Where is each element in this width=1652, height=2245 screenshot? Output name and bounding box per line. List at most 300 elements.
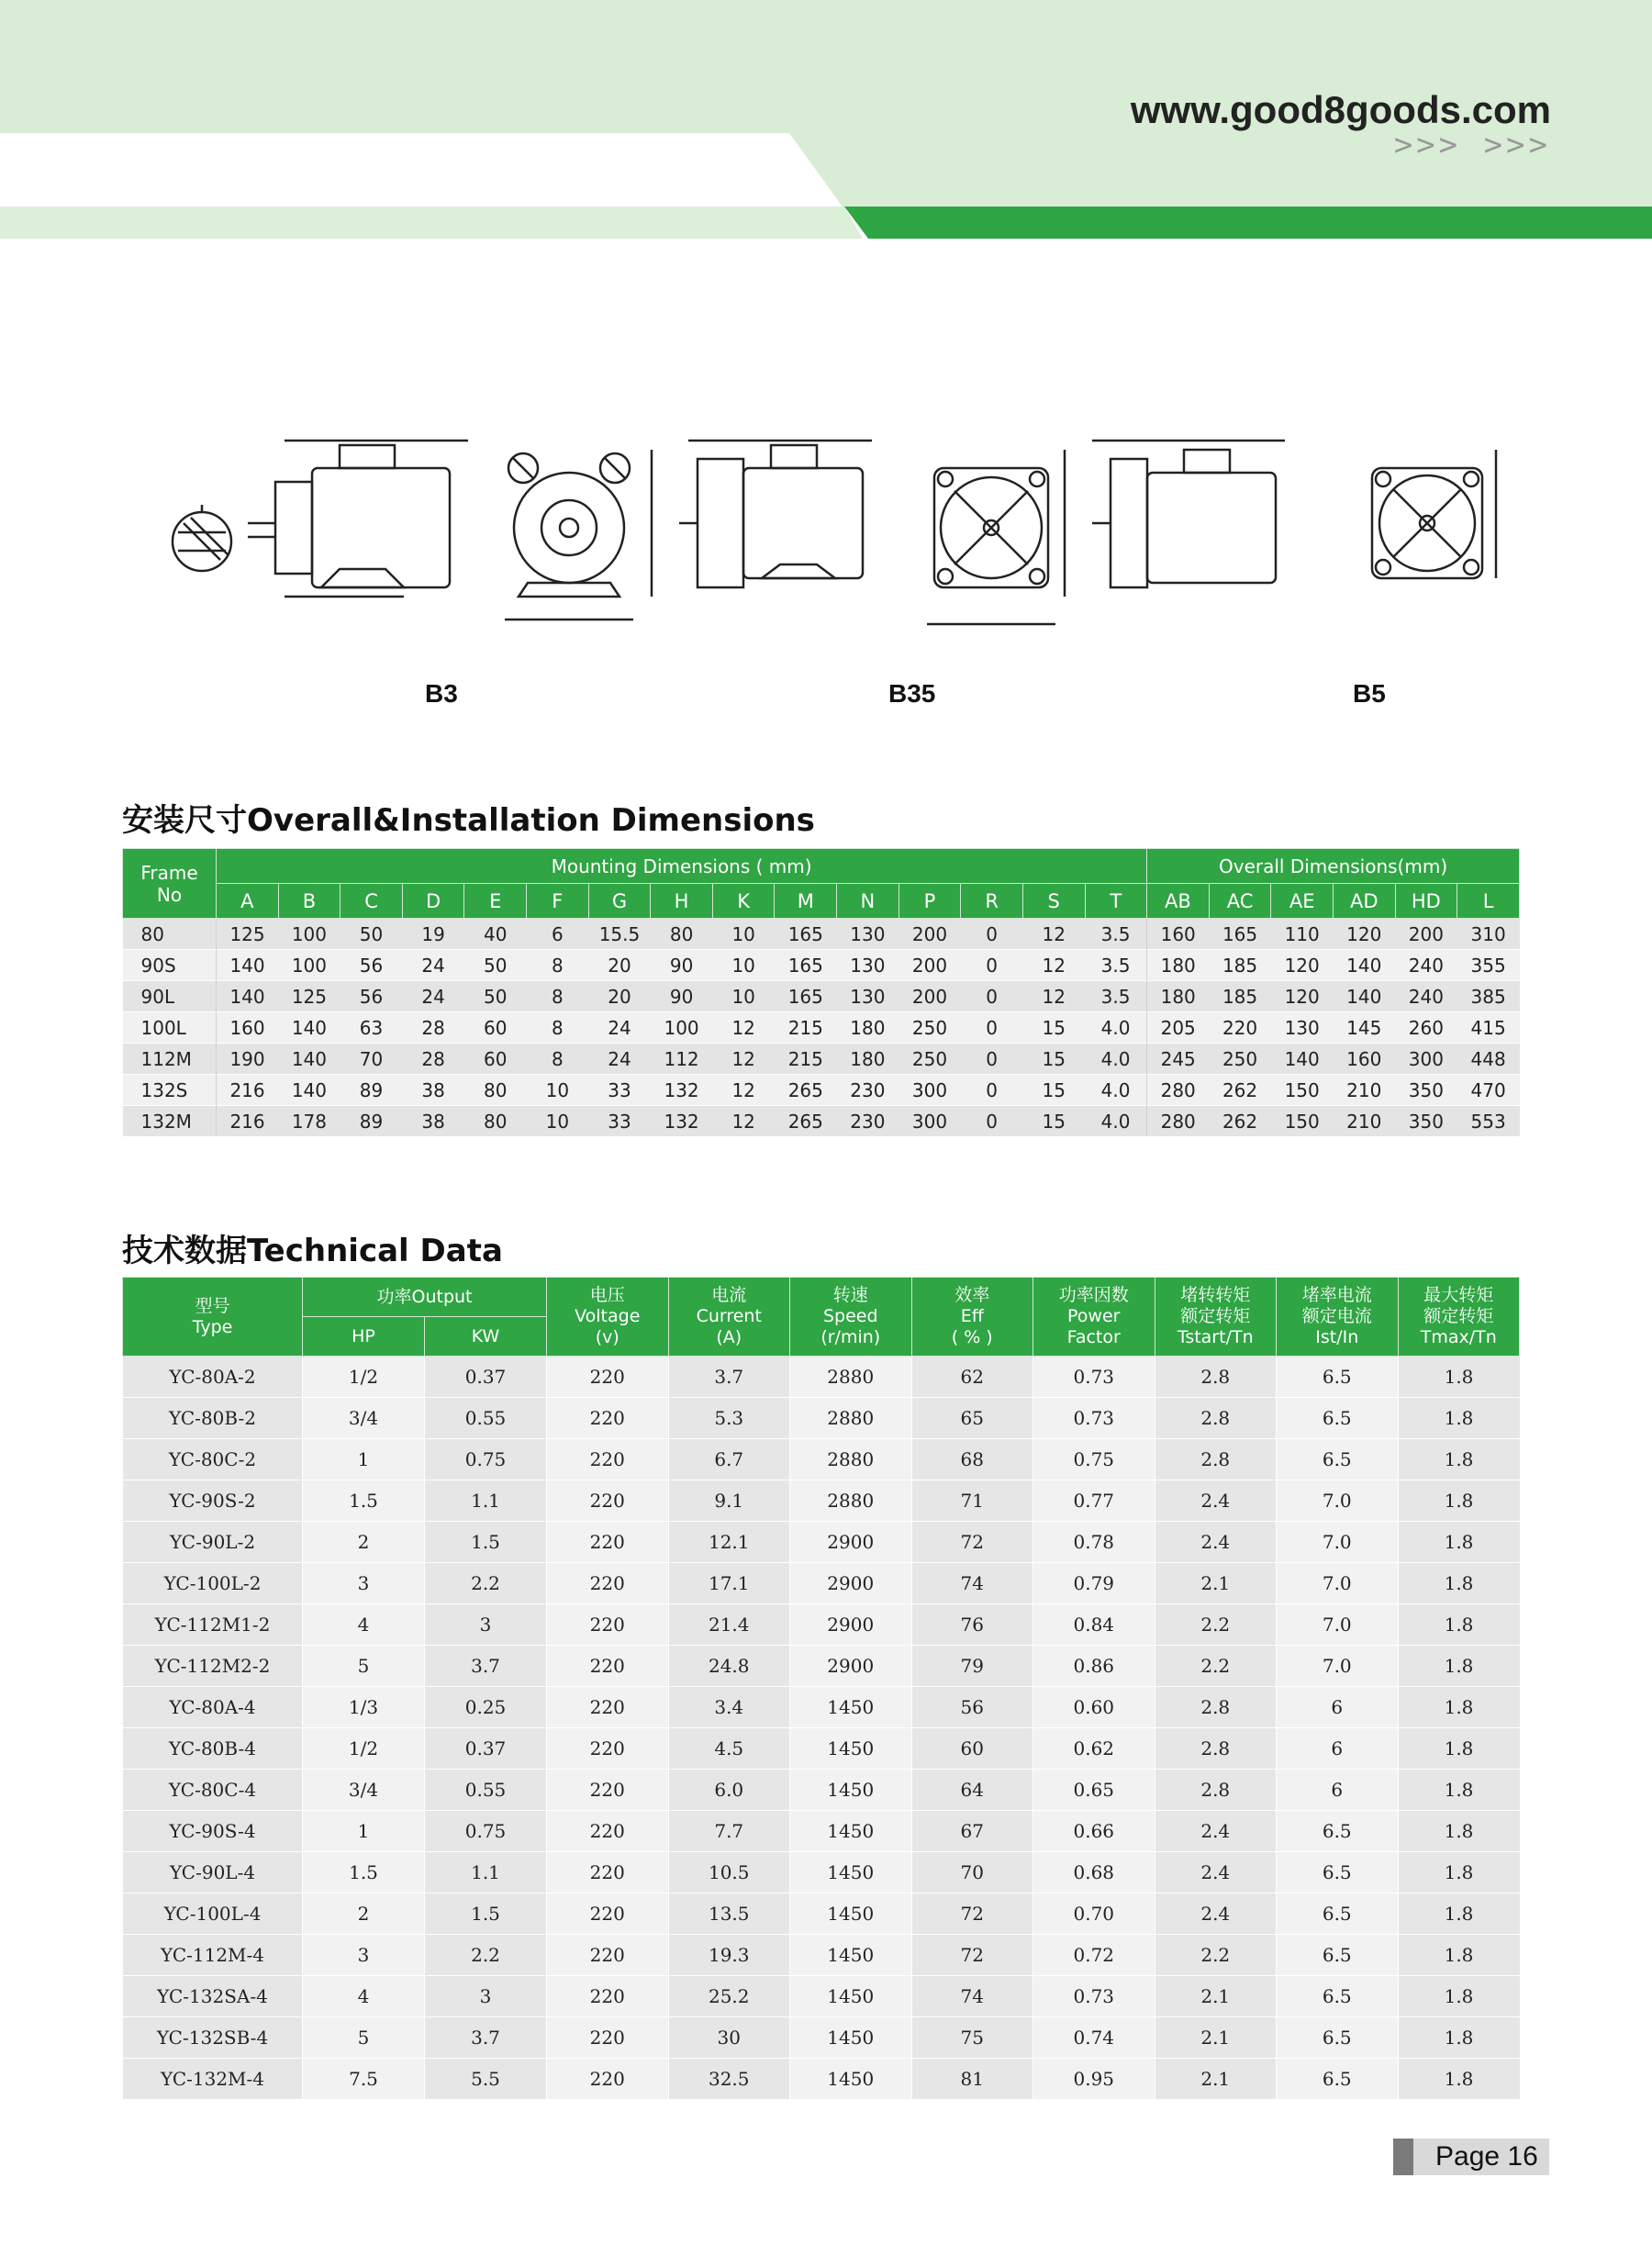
table-cell: 1450 xyxy=(790,2017,912,2059)
table-cell: 15 xyxy=(1022,1012,1085,1044)
table-cell: 2.8 xyxy=(1155,1439,1277,1480)
table-cell: 1.5 xyxy=(425,1893,547,1935)
table-cell: 0 xyxy=(961,919,1023,950)
table-cell: 50 xyxy=(464,981,527,1012)
type-cell: YC-112M-4 xyxy=(123,1935,303,1976)
table-cell: 20 xyxy=(588,950,651,981)
type-cell: YC-80C-2 xyxy=(123,1439,303,1480)
table-cell: 200 xyxy=(899,981,961,1012)
table-cell: 220 xyxy=(1209,1012,1271,1044)
frame-no-cell: 132S xyxy=(123,1075,217,1106)
b3-front-view xyxy=(505,450,652,620)
table-cell: 2880 xyxy=(790,1439,912,1480)
table-cell: 355 xyxy=(1457,950,1520,981)
dimensions-title: 安装尺寸Overall&Installation Dimensions xyxy=(122,802,815,839)
table-cell: 0 xyxy=(961,1012,1023,1044)
table-cell: 2.2 xyxy=(1155,1646,1277,1687)
type-cell: YC-90L-4 xyxy=(123,1852,303,1893)
table-cell: 470 xyxy=(1457,1075,1520,1106)
table-cell: 220 xyxy=(547,1604,669,1646)
dimension-column-header: K xyxy=(712,884,775,919)
table-cell: 12 xyxy=(712,1012,775,1044)
b35-front-view xyxy=(927,450,1065,624)
table-cell: 40 xyxy=(464,919,527,950)
dimension-column-header: L xyxy=(1457,884,1520,919)
table-cell: 350 xyxy=(1395,1106,1457,1137)
table-cell: 130 xyxy=(837,919,899,950)
dimension-column-header: AC xyxy=(1209,884,1271,919)
table-cell: 220 xyxy=(547,1398,669,1439)
table-row xyxy=(123,1106,1520,1137)
b3-side-view xyxy=(248,441,468,597)
table-cell: 0.86 xyxy=(1033,1646,1155,1687)
table-cell: 448 xyxy=(1457,1044,1520,1075)
table-cell: 0 xyxy=(961,950,1023,981)
kw-header: KW xyxy=(425,1317,547,1357)
table-cell: 220 xyxy=(547,1522,669,1563)
table-cell: 2.8 xyxy=(1155,1770,1277,1811)
table-cell: 140 xyxy=(278,1075,340,1106)
table-cell: 6.5 xyxy=(1277,1357,1399,1398)
table-cell: 0.74 xyxy=(1033,2017,1155,2059)
table-cell: 6.5 xyxy=(1277,1976,1399,2017)
table-cell: 1.8 xyxy=(1398,1770,1520,1811)
table-cell: 0 xyxy=(961,1044,1023,1075)
type-header-cn: 型号 xyxy=(195,1295,230,1316)
table-cell: 0 xyxy=(961,1106,1023,1137)
table-cell: 220 xyxy=(547,1480,669,1522)
table-cell: 180 xyxy=(837,1044,899,1075)
table-cell: 62 xyxy=(911,1357,1033,1398)
table-cell: 12 xyxy=(712,1106,775,1137)
table-cell: 7.0 xyxy=(1277,1480,1399,1522)
header-line: 功率因数 xyxy=(1058,1285,1129,1305)
table-cell: 4.0 xyxy=(1085,1012,1147,1044)
table-cell: 65 xyxy=(911,1398,1033,1439)
tmax-header xyxy=(1398,1278,1520,1357)
table-cell: 3 xyxy=(425,1604,547,1646)
table-cell: 1.8 xyxy=(1398,1480,1520,1522)
table-cell: 1450 xyxy=(790,2059,912,2100)
table-cell: 0.73 xyxy=(1033,1398,1155,1439)
table-row xyxy=(123,1728,1520,1770)
header-line: Ist/In xyxy=(1315,1327,1359,1347)
table-row xyxy=(123,919,1520,950)
table-cell: 12.1 xyxy=(668,1522,790,1563)
page-number-label: Page 16 xyxy=(1435,2141,1538,2172)
table-cell: 200 xyxy=(1395,919,1457,950)
header-line: 额定电流 xyxy=(1301,1306,1372,1326)
table-cell: 4.0 xyxy=(1085,1044,1147,1075)
table-cell: 350 xyxy=(1395,1075,1457,1106)
table-cell: 220 xyxy=(547,1852,669,1893)
table-cell: 3/4 xyxy=(303,1770,425,1811)
table-cell: 132 xyxy=(651,1075,713,1106)
table-cell: 28 xyxy=(402,1044,464,1075)
table-cell: 2.4 xyxy=(1155,1480,1277,1522)
table-cell: 220 xyxy=(547,1687,669,1728)
table-cell: 1.1 xyxy=(425,1852,547,1893)
table-cell: 0 xyxy=(961,1075,1023,1106)
table-cell: 6.5 xyxy=(1277,1935,1399,1976)
table-cell: 6.5 xyxy=(1277,1893,1399,1935)
table-cell: 165 xyxy=(775,919,837,950)
type-cell: YC-100L-4 xyxy=(123,1893,303,1935)
table-cell: 1450 xyxy=(790,1728,912,1770)
dimension-column-header: AD xyxy=(1333,884,1395,919)
table-cell: 0.55 xyxy=(425,1770,547,1811)
table-cell: 60 xyxy=(464,1044,527,1075)
decorative-arrows: >>> >>> xyxy=(1393,127,1551,163)
technical-title: 技术数据Technical Data xyxy=(122,1233,503,1269)
table-cell: 120 xyxy=(1333,919,1395,950)
table-cell: 3.5 xyxy=(1085,919,1147,950)
table-cell: 2.2 xyxy=(425,1935,547,1976)
table-cell: 4 xyxy=(303,1976,425,2017)
table-cell: 3.7 xyxy=(668,1357,790,1398)
table-cell: 80 xyxy=(651,919,713,950)
table-cell: 1.8 xyxy=(1398,2017,1520,2059)
header-line: Power xyxy=(1067,1306,1121,1326)
table-cell: 125 xyxy=(217,919,279,950)
header-line: 额定转矩 xyxy=(1423,1306,1494,1326)
table-cell: 280 xyxy=(1147,1106,1210,1137)
table-cell: 178 xyxy=(278,1106,340,1137)
dimension-column-header: G xyxy=(588,884,651,919)
table-cell: 1450 xyxy=(790,1893,912,1935)
header-line: Tstart/Tn xyxy=(1177,1327,1254,1347)
table-row xyxy=(123,1646,1520,1687)
table-cell: 300 xyxy=(899,1075,961,1106)
dimension-column-header: HD xyxy=(1395,884,1457,919)
table-row xyxy=(123,1687,1520,1728)
type-cell: YC-90S-4 xyxy=(123,1811,303,1852)
table-cell: 7.7 xyxy=(668,1811,790,1852)
table-cell: 1 xyxy=(303,1439,425,1480)
frame-no-cell: 112M xyxy=(123,1044,217,1075)
table-cell: 2.8 xyxy=(1155,1357,1277,1398)
table-row xyxy=(123,1852,1520,1893)
table-cell: 1.5 xyxy=(425,1522,547,1563)
table-cell: 28 xyxy=(402,1012,464,1044)
table-cell: 72 xyxy=(911,1893,1033,1935)
table-cell: 19 xyxy=(402,919,464,950)
frame-header-line2: No xyxy=(156,883,183,906)
table-cell: 1450 xyxy=(790,1935,912,1976)
table-cell: 50 xyxy=(340,919,403,950)
table-cell: 150 xyxy=(1271,1075,1334,1106)
table-cell: 12 xyxy=(1022,950,1085,981)
table-row xyxy=(123,1398,1520,1439)
table-cell: 15 xyxy=(1022,1075,1085,1106)
table-cell: 220 xyxy=(547,1646,669,1687)
header-line: (A) xyxy=(716,1327,742,1347)
dimension-column-header: R xyxy=(961,884,1023,919)
table-cell: 240 xyxy=(1395,981,1457,1012)
type-cell: YC-132M-4 xyxy=(123,2059,303,2100)
table-cell: 160 xyxy=(217,1012,279,1044)
table-cell: 20 xyxy=(588,981,651,1012)
table-cell: 60 xyxy=(464,1012,527,1044)
header-line: Current xyxy=(696,1306,762,1326)
table-cell: 140 xyxy=(1333,950,1395,981)
table-cell: 2.1 xyxy=(1155,2059,1277,2100)
dimension-column-header: C xyxy=(340,884,403,919)
speed-header xyxy=(790,1278,912,1357)
header-line: (r/min) xyxy=(820,1327,881,1347)
table-cell: 132 xyxy=(651,1106,713,1137)
table-cell: 0.73 xyxy=(1033,1976,1155,2017)
type-cell: YC-112M2-2 xyxy=(123,1646,303,1687)
table-cell: 190 xyxy=(217,1044,279,1075)
table-cell: 0.95 xyxy=(1033,2059,1155,2100)
table-cell: 2.8 xyxy=(1155,1728,1277,1770)
table-cell: 3.4 xyxy=(668,1687,790,1728)
header-line: 堵转转矩 xyxy=(1180,1285,1251,1305)
technical-table xyxy=(122,1277,1520,2100)
table-row xyxy=(123,1012,1520,1044)
table-cell: 1.8 xyxy=(1398,1604,1520,1646)
table-cell: 2.1 xyxy=(1155,1976,1277,2017)
table-cell: 250 xyxy=(1209,1044,1271,1075)
table-cell: 2.8 xyxy=(1155,1687,1277,1728)
table-cell: 220 xyxy=(547,1811,669,1852)
table-cell: 220 xyxy=(547,2059,669,2100)
table-cell: 2880 xyxy=(790,1398,912,1439)
table-cell: 24 xyxy=(402,950,464,981)
dimension-column-header: AB xyxy=(1147,884,1210,919)
table-cell: 220 xyxy=(547,1563,669,1604)
table-cell: 80 xyxy=(464,1075,527,1106)
table-cell: 24 xyxy=(588,1012,651,1044)
dimension-column-header: F xyxy=(527,884,589,919)
table-cell: 6.5 xyxy=(1277,1811,1399,1852)
table-cell: 89 xyxy=(340,1075,403,1106)
hp-header: HP xyxy=(303,1317,425,1357)
header-line: ( % ) xyxy=(951,1327,993,1347)
table-cell: 180 xyxy=(1147,950,1210,981)
figure-label-b35: B35 xyxy=(888,679,936,708)
mounting-dimensions-header: Mounting Dimensions ( mm) xyxy=(217,849,1147,884)
motor-diagrams xyxy=(138,395,1533,725)
table-cell: 220 xyxy=(547,1976,669,2017)
table-cell: 15.5 xyxy=(588,919,651,950)
table-cell: 0.73 xyxy=(1033,1357,1155,1398)
table-cell: 1.8 xyxy=(1398,1439,1520,1480)
table-row xyxy=(123,1770,1520,1811)
table-cell: 74 xyxy=(911,1976,1033,2017)
page-number-marker xyxy=(1393,2139,1413,2175)
table-row xyxy=(123,2017,1520,2059)
table-cell: 220 xyxy=(547,1728,669,1770)
dimensions-table xyxy=(122,848,1520,1136)
table-cell: 1.8 xyxy=(1398,1893,1520,1935)
figure-label-b3: B3 xyxy=(425,679,458,708)
table-cell: 180 xyxy=(837,1012,899,1044)
table-cell: 33 xyxy=(588,1106,651,1137)
table-cell: 1.8 xyxy=(1398,1811,1520,1852)
frame-header-line1: Frame xyxy=(140,861,198,884)
table-cell: 0.66 xyxy=(1033,1811,1155,1852)
table-cell: 3.5 xyxy=(1085,981,1147,1012)
dimension-column-header: S xyxy=(1022,884,1085,919)
table-cell: 1.5 xyxy=(303,1852,425,1893)
table-cell: 215 xyxy=(775,1044,837,1075)
table-cell: 38 xyxy=(402,1075,464,1106)
table-cell: 1.8 xyxy=(1398,1398,1520,1439)
table-row xyxy=(123,981,1520,1012)
table-cell: 2.2 xyxy=(1155,1935,1277,1976)
efficiency-header xyxy=(911,1278,1033,1357)
dimension-column-header: P xyxy=(899,884,961,919)
table-cell: 6.0 xyxy=(668,1770,790,1811)
page-number xyxy=(1393,2139,1549,2175)
frame-no-cell: 90L xyxy=(123,981,217,1012)
table-cell: 1.8 xyxy=(1398,1687,1520,1728)
table-cell: 4 xyxy=(303,1604,425,1646)
table-cell: 415 xyxy=(1457,1012,1520,1044)
table-cell: 90 xyxy=(651,981,713,1012)
table-row xyxy=(123,1439,1520,1480)
table-cell: 300 xyxy=(1395,1044,1457,1075)
table-cell: 76 xyxy=(911,1604,1033,1646)
table-cell: 1/2 xyxy=(303,1728,425,1770)
table-cell: 210 xyxy=(1333,1106,1395,1137)
frame-no-cell: 100L xyxy=(123,1012,217,1044)
table-cell: 0.77 xyxy=(1033,1480,1155,1522)
output-header: 功率Output xyxy=(303,1278,547,1317)
table-cell: 68 xyxy=(911,1439,1033,1480)
overall-dimensions-header: Overall Dimensions(mm) xyxy=(1147,849,1520,884)
table-cell: 216 xyxy=(217,1106,279,1137)
table-cell: 33 xyxy=(588,1075,651,1106)
table-cell: 385 xyxy=(1457,981,1520,1012)
table-cell: 145 xyxy=(1333,1012,1395,1044)
table-cell: 280 xyxy=(1147,1075,1210,1106)
table-cell: 10.5 xyxy=(668,1852,790,1893)
header-line: 电压 xyxy=(589,1285,625,1305)
table-cell: 310 xyxy=(1457,919,1520,950)
table-cell: 70 xyxy=(911,1852,1033,1893)
table-cell: 75 xyxy=(911,2017,1033,2059)
table-cell: 265 xyxy=(775,1106,837,1137)
table-cell: 90 xyxy=(651,950,713,981)
type-cell: YC-112M1-2 xyxy=(123,1604,303,1646)
table-cell: 13.5 xyxy=(668,1893,790,1935)
table-cell: 240 xyxy=(1395,950,1457,981)
dimension-column-header: H xyxy=(651,884,713,919)
table-cell: 3.5 xyxy=(1085,950,1147,981)
table-cell: 220 xyxy=(547,2017,669,2059)
table-cell: 19.3 xyxy=(668,1935,790,1976)
table-cell: 15 xyxy=(1022,1044,1085,1075)
table-cell: 245 xyxy=(1147,1044,1210,1075)
table-cell: 0.25 xyxy=(425,1687,547,1728)
type-cell: YC-80B-2 xyxy=(123,1398,303,1439)
table-cell: 63 xyxy=(340,1012,403,1044)
frame-no-cell: 90S xyxy=(123,950,217,981)
table-cell: 220 xyxy=(547,1357,669,1398)
table-cell: 1 xyxy=(303,1811,425,1852)
table-cell: 6 xyxy=(1277,1728,1399,1770)
dimension-column-header: N xyxy=(837,884,899,919)
table-cell: 130 xyxy=(837,981,899,1012)
table-cell: 2900 xyxy=(790,1646,912,1687)
table-cell: 12 xyxy=(1022,981,1085,1012)
table-cell: 56 xyxy=(340,950,403,981)
table-cell: 1.8 xyxy=(1398,1522,1520,1563)
table-cell: 3 xyxy=(425,1976,547,2017)
table-cell: 0 xyxy=(961,981,1023,1012)
header-line: Factor xyxy=(1066,1327,1121,1347)
table-cell: 140 xyxy=(1271,1044,1334,1075)
table-cell: 1.8 xyxy=(1398,1935,1520,1976)
table-cell: 140 xyxy=(1333,981,1395,1012)
type-cell: YC-80A-4 xyxy=(123,1687,303,1728)
table-cell: 0.60 xyxy=(1033,1687,1155,1728)
table-cell: 262 xyxy=(1209,1106,1271,1137)
table-cell: 56 xyxy=(340,981,403,1012)
table-cell: 30 xyxy=(668,2017,790,2059)
table-cell: 1450 xyxy=(790,1770,912,1811)
table-cell: 250 xyxy=(899,1044,961,1075)
table-cell: 300 xyxy=(899,1106,961,1137)
table-cell: 1.1 xyxy=(425,1480,547,1522)
table-cell: 0.79 xyxy=(1033,1563,1155,1604)
table-cell: 0.75 xyxy=(425,1811,547,1852)
table-cell: 553 xyxy=(1457,1106,1520,1137)
website-url: www.good8goods.com xyxy=(1130,88,1551,131)
table-cell: 1/2 xyxy=(303,1357,425,1398)
table-cell: 2880 xyxy=(790,1480,912,1522)
table-cell: 120 xyxy=(1271,981,1334,1012)
table-cell: 80 xyxy=(464,1106,527,1137)
table-cell: 262 xyxy=(1209,1075,1271,1106)
table-cell: 3.7 xyxy=(425,2017,547,2059)
table-cell: 24 xyxy=(588,1044,651,1075)
table-cell: 2.2 xyxy=(1155,1604,1277,1646)
table-cell: 5 xyxy=(303,1646,425,1687)
b35-side-view xyxy=(679,441,872,587)
table-cell: 230 xyxy=(837,1106,899,1137)
table-cell: 140 xyxy=(278,1012,340,1044)
table-cell: 24.8 xyxy=(668,1646,790,1687)
table-cell: 3/4 xyxy=(303,1398,425,1439)
table-cell: 1.8 xyxy=(1398,1357,1520,1398)
table-cell: 6.5 xyxy=(1277,2059,1399,2100)
header-line: Eff xyxy=(960,1306,984,1326)
table-cell: 38 xyxy=(402,1106,464,1137)
table-cell: 2900 xyxy=(790,1522,912,1563)
table-cell: 10 xyxy=(712,950,775,981)
table-cell: 6 xyxy=(1277,1770,1399,1811)
table-cell: 74 xyxy=(911,1563,1033,1604)
table-cell: 5 xyxy=(303,2017,425,2059)
table-cell: 71 xyxy=(911,1480,1033,1522)
table-cell: 4.0 xyxy=(1085,1075,1147,1106)
table-cell: 67 xyxy=(911,1811,1033,1852)
table-cell: 12 xyxy=(712,1044,775,1075)
table-cell: 160 xyxy=(1147,919,1210,950)
type-cell: YC-132SA-4 xyxy=(123,1976,303,2017)
table-cell: 50 xyxy=(464,950,527,981)
table-cell: 265 xyxy=(775,1075,837,1106)
table-cell: 150 xyxy=(1271,1106,1334,1137)
table-cell: 160 xyxy=(1333,1044,1395,1075)
table-cell: 220 xyxy=(547,1770,669,1811)
table-cell: 6 xyxy=(1277,1687,1399,1728)
b5-side-view xyxy=(1092,441,1285,587)
